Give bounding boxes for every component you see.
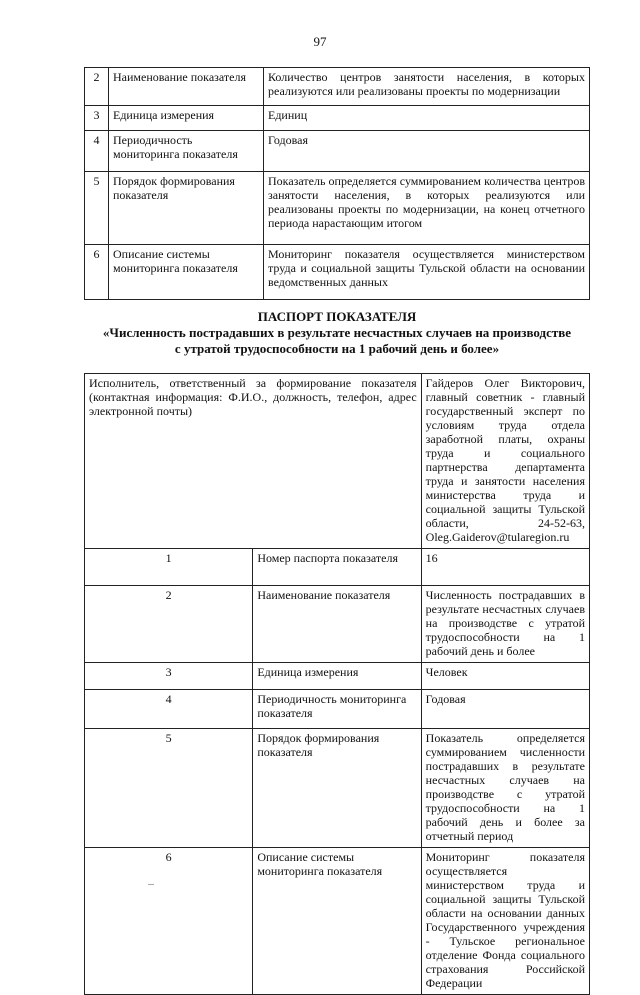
passport-heading	[84, 309, 590, 357]
row-label: Номер паспорта показателя	[253, 549, 421, 586]
row-value: 16	[421, 549, 589, 586]
row-value: Мониторинг показателя осуществляется министерством труда и социальной защиты Тульской области на основании данных Государственного учреждения - Тульское региональное отделение Фонда социального страхования Российской Федерации	[421, 848, 589, 995]
executor-row	[85, 374, 590, 549]
row-label: Периодичность мониторинга показателя	[109, 131, 264, 172]
indicator-table-continued	[84, 67, 590, 300]
table-row	[85, 663, 590, 690]
table-row	[85, 245, 590, 300]
row-number: 2	[85, 586, 253, 663]
row-number: 6	[85, 848, 253, 995]
executor-label: Исполнитель, ответственный за формирование показателя (контактная информация: Ф.И.О., должность, телефон, адрес электронной почты)	[85, 374, 422, 549]
indicator-passport-table	[84, 373, 590, 995]
passport-title: ПАСПОРТ ПОКАЗАТЕЛЯ	[257, 309, 417, 324]
table-row	[85, 690, 590, 729]
row-number: 3	[85, 106, 109, 131]
scan-artifact	[148, 884, 154, 885]
row-value: Показатель определяется суммированием количества центров занятости населения, в которых реализуются или реализованы проекты по модернизации, на конец отчетного периода нарастающим итогом	[264, 172, 590, 245]
table-row	[85, 172, 590, 245]
row-value: Количество центров занятости населения, в которых реализуются или реализованы проекты по модернизации	[264, 68, 590, 106]
passport-subtitle-line-1: «Численность пострадавших в результате несчастных случаев на производстве	[102, 325, 572, 340]
table-row	[85, 729, 590, 848]
row-number: 3	[85, 663, 253, 690]
row-label: Наименование показателя	[253, 586, 421, 663]
row-label: Периодичность мониторинга показателя	[253, 690, 421, 729]
page-number: 97	[313, 34, 327, 49]
row-label: Описание системы мониторинга показателя	[253, 848, 421, 995]
row-number: 5	[85, 729, 253, 848]
row-value: Численность пострадавших в результате несчастных случаев на производстве с утратой трудоспособности на 1 рабочий день и более	[421, 586, 589, 663]
passport-subtitle-line-2: с утратой трудоспособности на 1 рабочий день и более»	[174, 341, 500, 356]
row-value: Мониторинг показателя осуществляется министерством труда и социальной защиты Тульской области на основании ведомственных данных	[264, 245, 590, 300]
row-number: 1	[85, 549, 253, 586]
table-row	[85, 106, 590, 131]
row-value: Показатель определяется суммированием численности пострадавших в результате несчастных случаев на производстве с утратой трудоспособности на 1 рабочий день и более за отчетный период	[421, 729, 589, 848]
row-label: Единица измерения	[109, 106, 264, 131]
table-row	[85, 848, 590, 995]
row-label: Порядок формирования показателя	[253, 729, 421, 848]
table-row	[85, 549, 590, 586]
row-value: Годовая	[264, 131, 590, 172]
row-label: Порядок формирования показателя	[109, 172, 264, 245]
row-number: 4	[85, 131, 109, 172]
table-row	[85, 586, 590, 663]
row-number: 2	[85, 68, 109, 106]
executor-value: Гайдеров Олег Викторович, главный советник - главный государственный эксперт по условиям труда отдела заработной платы, охраны труда и социального партнерства департамента труда и занятости населения министерства труда и социальной защиты Тульской области, 24-52-63, Oleg.Gaiderov@tularegion.ru	[421, 374, 589, 549]
table-row	[85, 131, 590, 172]
row-number: 4	[85, 690, 253, 729]
row-label: Наименование показателя	[109, 68, 264, 106]
row-value: Человек	[421, 663, 589, 690]
table-row	[85, 68, 590, 106]
row-number: 5	[85, 172, 109, 245]
row-value: Годовая	[421, 690, 589, 729]
row-label: Описание системы мониторинга показателя	[109, 245, 264, 300]
row-number: 6	[85, 245, 109, 300]
row-value: Единиц	[264, 106, 590, 131]
row-label: Единица измерения	[253, 663, 421, 690]
